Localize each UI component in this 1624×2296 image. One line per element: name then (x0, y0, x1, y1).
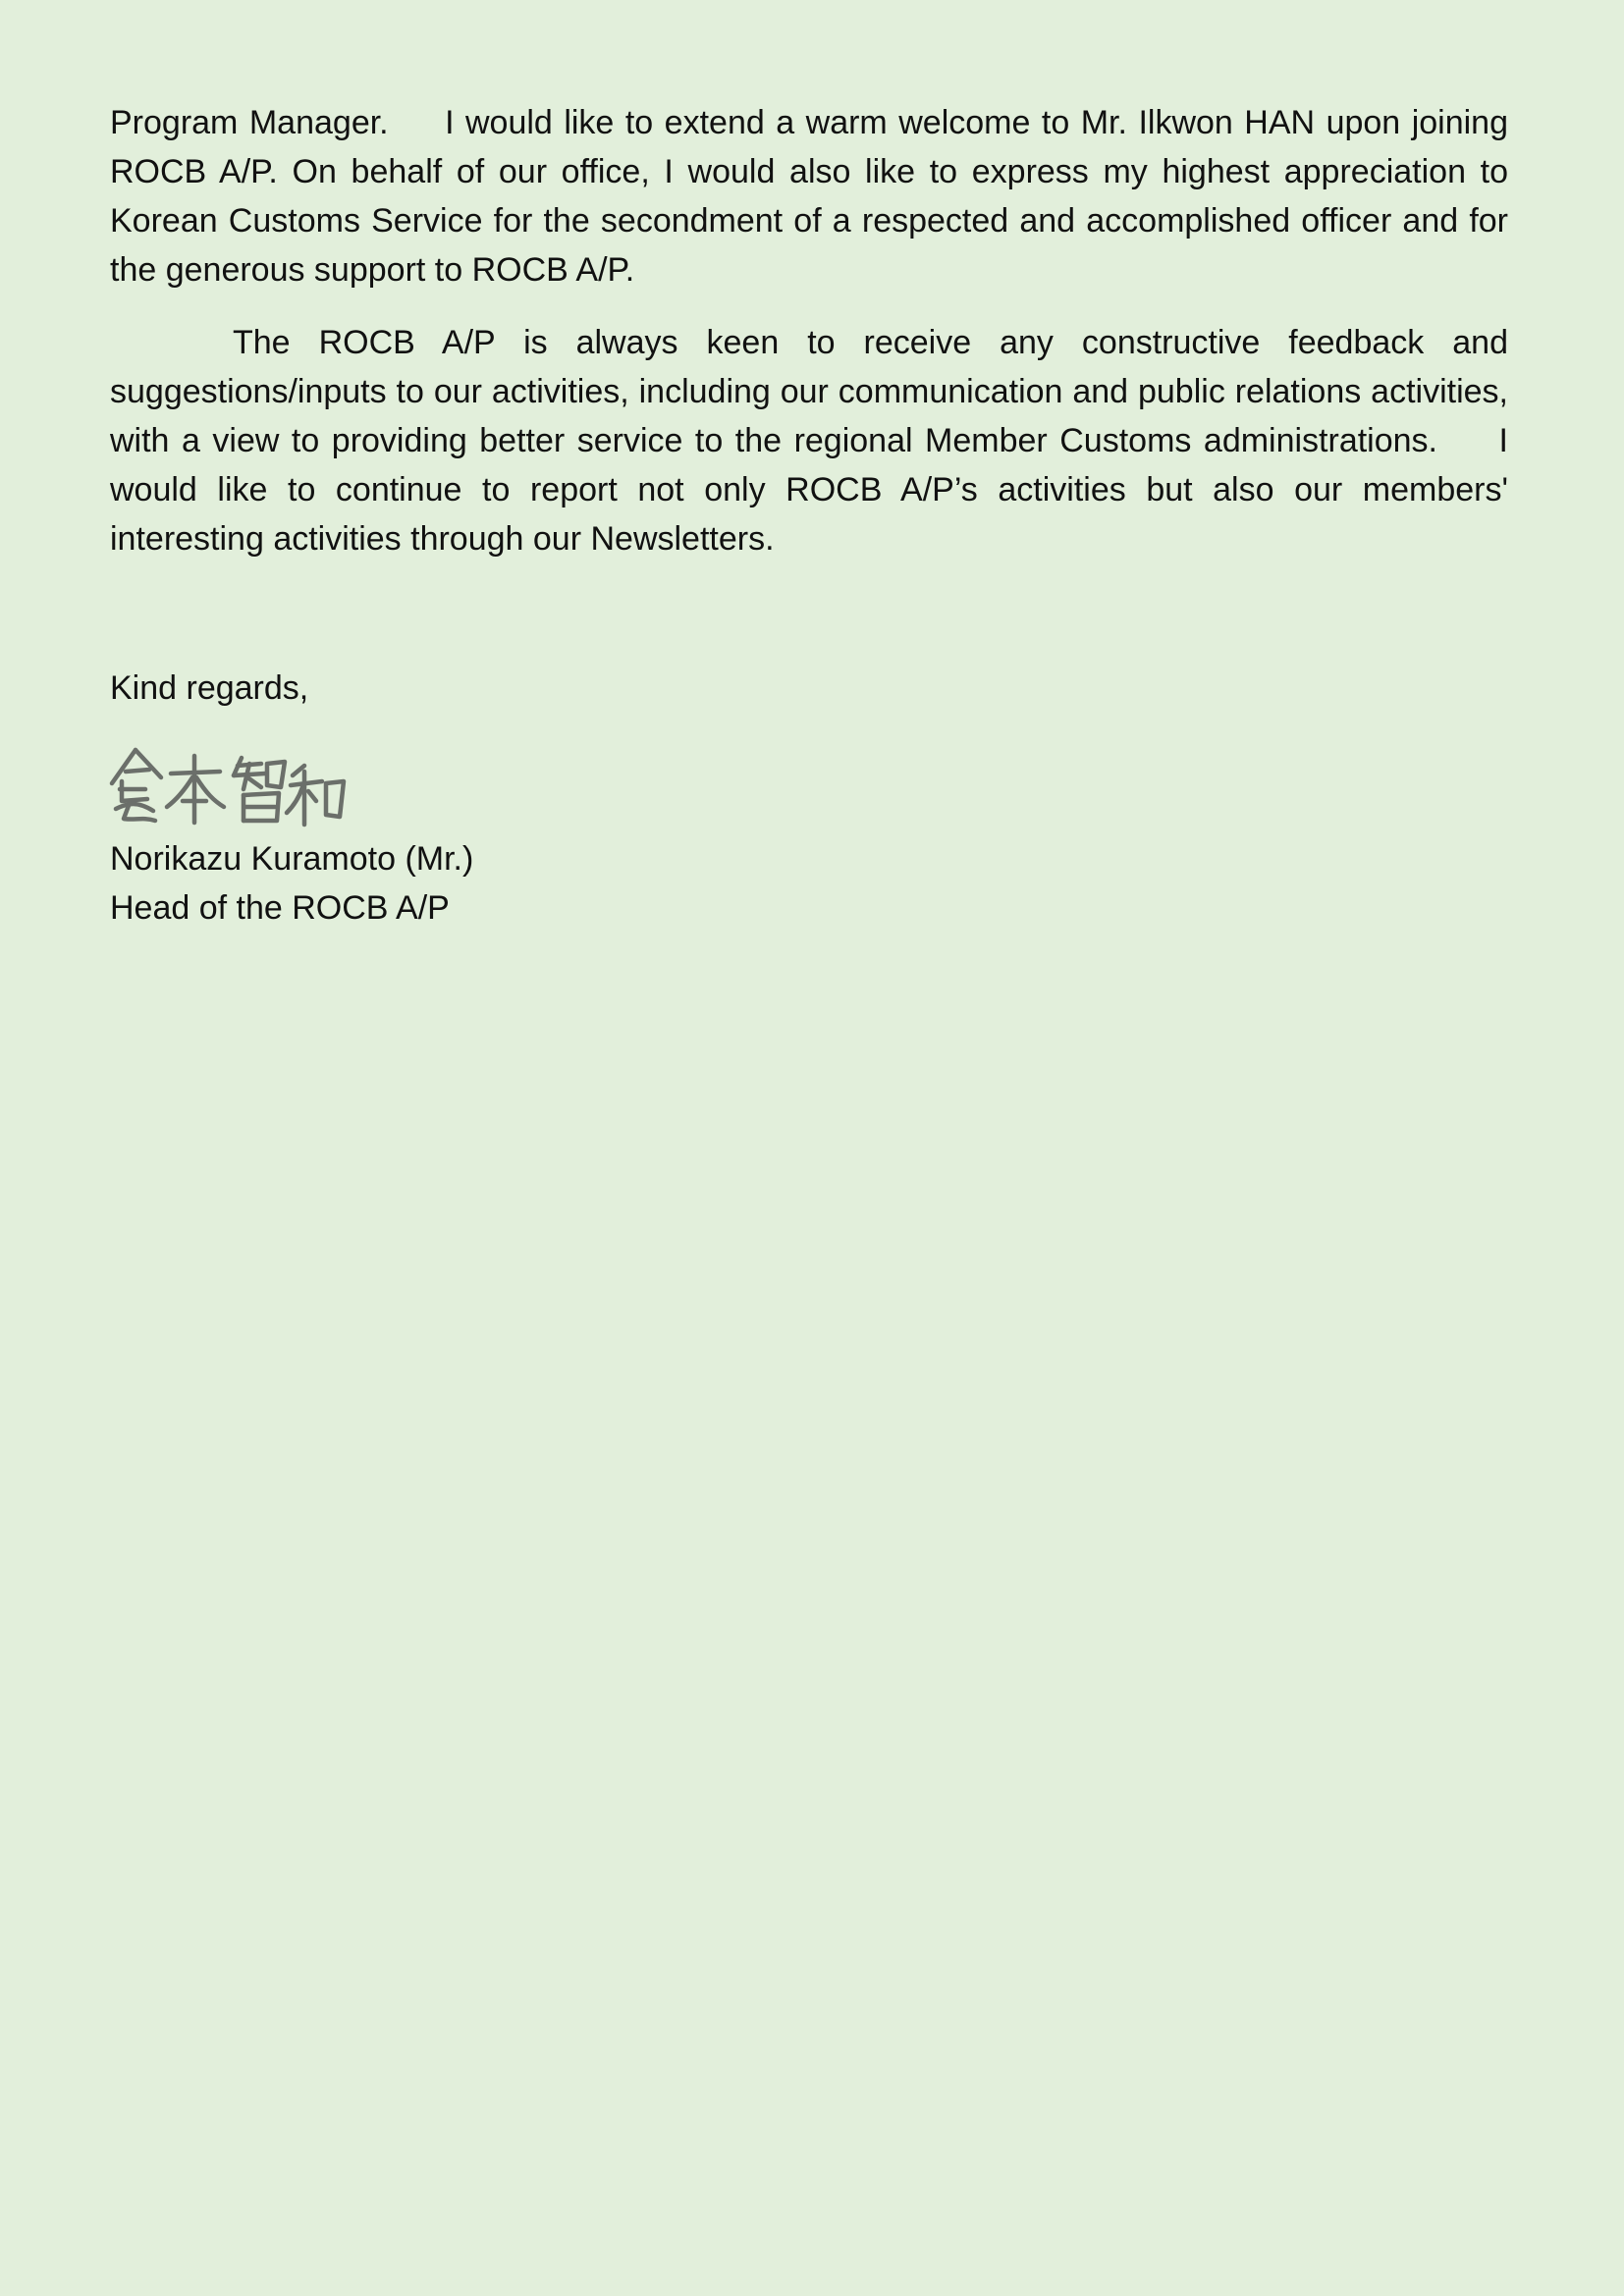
closing-salutation: Kind regards, (110, 669, 309, 707)
handwritten-signature (104, 742, 350, 830)
signer-name: Norikazu Kuramoto (Mr.) (110, 840, 474, 878)
signer-block (110, 834, 473, 933)
letter-body (110, 98, 1508, 563)
body-paragraph-1: Program Manager. I would like to extend a warm welcome to Mr. Ilkwon HAN upon joining ROCB A/P. On behalf of our office, I would also like to express my highest appreciation to Korean Customs Service for the secondment of a respected and accomplished officer and for the generous support to ROCB A/P. (110, 104, 1508, 289)
signer-title: Head of the ROCB A/P (110, 889, 450, 927)
body-paragraph-2: The ROCB A/P is always keen to receive any constructive feedback and suggestions/inputs to our activities, including our communication and public relations activities, with a view to providing better service to the regional Member Customs administrations. I would like to continue to report not only ROCB A/P’s activities but also our members' interesting activities through our Newsletters. (110, 324, 1508, 558)
